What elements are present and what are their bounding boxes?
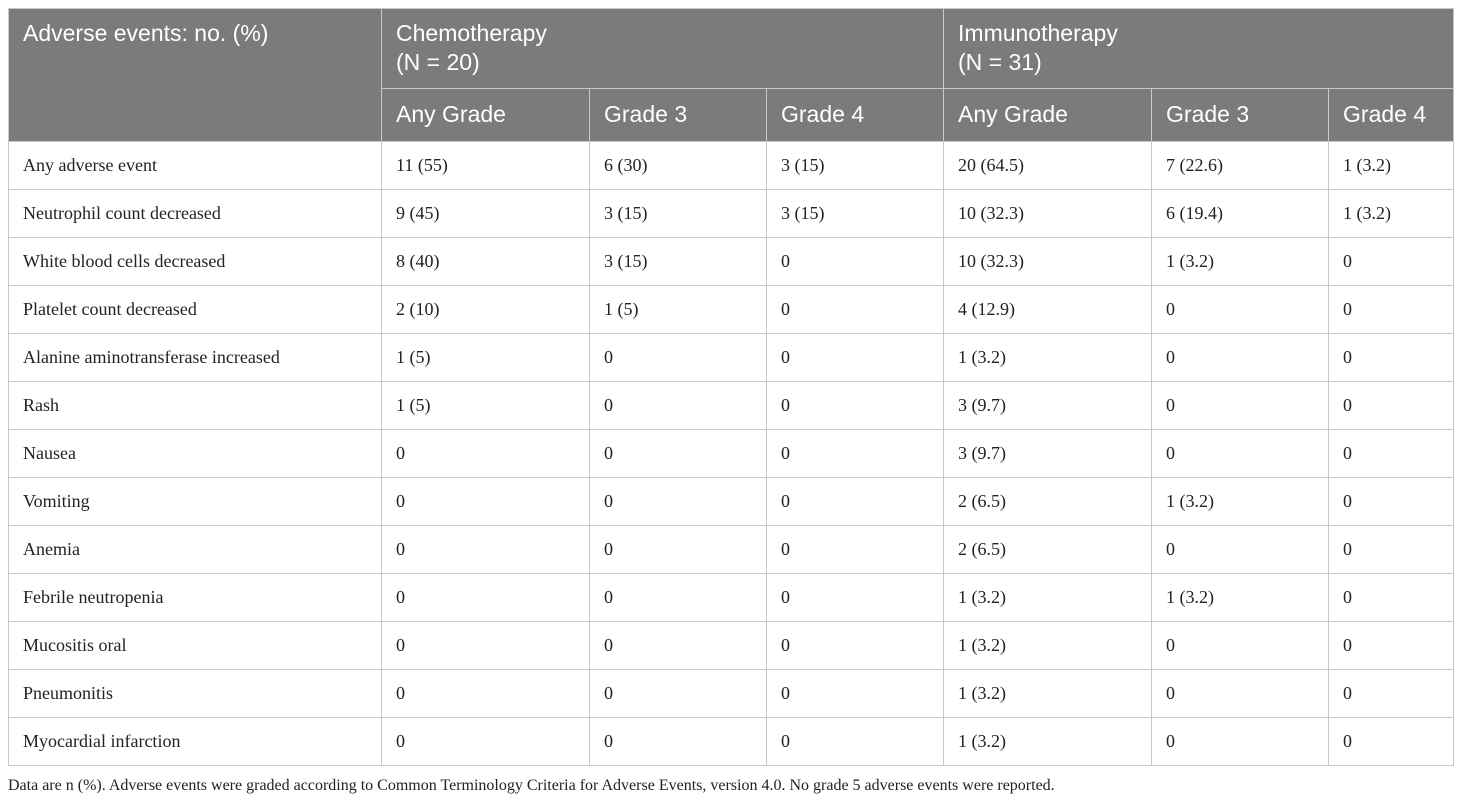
header-group-n: (N = 31) — [958, 49, 1042, 75]
table-cell: 1 (3.2) — [944, 574, 1152, 622]
table-cell: 0 — [1329, 286, 1454, 334]
row-label-cell: Vomiting — [9, 478, 382, 526]
table-cell: 0 — [767, 622, 944, 670]
row-label-cell: Alanine aminotransferase increased — [9, 334, 382, 382]
table-cell: 0 — [382, 670, 590, 718]
table-cell: 1 (3.2) — [1329, 190, 1454, 238]
table-cell: 0 — [1152, 622, 1329, 670]
table-cell: 20 (64.5) — [944, 142, 1152, 190]
table-row — [9, 286, 1454, 334]
table-cell: 0 — [590, 430, 767, 478]
table-cell: 0 — [590, 382, 767, 430]
table-cell: 1 (3.2) — [944, 334, 1152, 382]
header-subcol: Any Grade — [944, 89, 1152, 142]
table-cell: 0 — [1152, 334, 1329, 382]
table-cell: 0 — [1152, 286, 1329, 334]
table-cell: 0 — [767, 478, 944, 526]
table-cell: 6 (19.4) — [1152, 190, 1329, 238]
table-cell: 0 — [382, 718, 590, 766]
table-cell: 0 — [382, 430, 590, 478]
table-cell: 0 — [590, 718, 767, 766]
row-label-cell: Anemia — [9, 526, 382, 574]
table-cell: 0 — [1152, 718, 1329, 766]
table-row — [9, 238, 1454, 286]
table-row — [9, 334, 1454, 382]
table-cell: 10 (32.3) — [944, 190, 1152, 238]
table-cell: 4 (12.9) — [944, 286, 1152, 334]
table-cell: 0 — [590, 622, 767, 670]
table-cell: 1 (3.2) — [944, 622, 1152, 670]
table-cell: 0 — [767, 238, 944, 286]
table-cell: 0 — [767, 718, 944, 766]
table-cell: 0 — [767, 334, 944, 382]
table-cell: 3 (9.7) — [944, 430, 1152, 478]
table-row — [9, 526, 1454, 574]
table-cell: 0 — [382, 478, 590, 526]
header-row-groups — [9, 9, 1454, 89]
header-subcol: Grade 3 — [1152, 89, 1329, 142]
table-cell: 3 (15) — [767, 142, 944, 190]
table-cell: 0 — [767, 526, 944, 574]
header-group-name: Chemotherapy — [396, 20, 547, 46]
table-cell: 0 — [590, 478, 767, 526]
header-subcol: Grade 4 — [767, 89, 944, 142]
table-cell: 0 — [767, 430, 944, 478]
table-cell: 10 (32.3) — [944, 238, 1152, 286]
header-subcol: Grade 3 — [590, 89, 767, 142]
table-row — [9, 622, 1454, 670]
table-cell: 6 (30) — [590, 142, 767, 190]
table-cell: 1 (3.2) — [1152, 238, 1329, 286]
table-row — [9, 670, 1454, 718]
header-adverse-events: Adverse events: no. (%) — [9, 9, 382, 142]
header-subcol: Grade 4 — [1329, 89, 1454, 142]
row-label-cell: Myocardial infarction — [9, 718, 382, 766]
table-cell: 1 (5) — [590, 286, 767, 334]
header-group-chemotherapy — [382, 9, 944, 89]
table-cell: 0 — [767, 670, 944, 718]
table-cell: 9 (45) — [382, 190, 590, 238]
table-body — [9, 142, 1454, 766]
table-cell: 0 — [1329, 478, 1454, 526]
table-cell: 0 — [1329, 670, 1454, 718]
row-label-cell: Febrile neutropenia — [9, 574, 382, 622]
table-cell: 0 — [1152, 382, 1329, 430]
table-cell: 0 — [1329, 238, 1454, 286]
row-label-cell: Mucositis oral — [9, 622, 382, 670]
table-cell: 0 — [1152, 526, 1329, 574]
table-footnote: Data are n (%). Adverse events were graded according to Common Terminology Criteria for Adverse Events, version 4.0. No grade 5 adverse events were reported. — [8, 777, 1055, 794]
table-cell: 1 (5) — [382, 334, 590, 382]
table-row — [9, 142, 1454, 190]
table-cell: 3 (15) — [767, 190, 944, 238]
table-cell: 0 — [767, 382, 944, 430]
table-cell: 3 (15) — [590, 238, 767, 286]
adverse-events-table — [8, 8, 1454, 766]
table-cell: 1 (3.2) — [1329, 142, 1454, 190]
table-cell: 1 (3.2) — [944, 670, 1152, 718]
header-group-n: (N = 20) — [396, 49, 480, 75]
table-cell: 0 — [1329, 382, 1454, 430]
table-cell: 1 (5) — [382, 382, 590, 430]
table-cell: 0 — [382, 526, 590, 574]
table-row — [9, 430, 1454, 478]
table-cell: 0 — [1152, 670, 1329, 718]
table-cell: 0 — [767, 286, 944, 334]
table-row — [9, 478, 1454, 526]
row-label-cell: Platelet count decreased — [9, 286, 382, 334]
row-label-cell: Nausea — [9, 430, 382, 478]
adverse-events-table-container — [8, 8, 1453, 766]
table-cell: 0 — [590, 670, 767, 718]
table-cell: 7 (22.6) — [1152, 142, 1329, 190]
table-cell: 0 — [1152, 430, 1329, 478]
table-cell: 0 — [1329, 334, 1454, 382]
row-label-cell: Neutrophil count decreased — [9, 190, 382, 238]
table-cell: 1 (3.2) — [1152, 574, 1329, 622]
table-cell: 0 — [1329, 622, 1454, 670]
table-cell: 3 (15) — [590, 190, 767, 238]
row-label-cell: White blood cells decreased — [9, 238, 382, 286]
table-row — [9, 574, 1454, 622]
table-cell: 0 — [590, 334, 767, 382]
table-cell: 1 (3.2) — [944, 718, 1152, 766]
row-label-cell: Rash — [9, 382, 382, 430]
table-cell: 0 — [1329, 718, 1454, 766]
table-cell: 0 — [382, 574, 590, 622]
table-cell: 0 — [767, 574, 944, 622]
row-label-cell: Pneumonitis — [9, 670, 382, 718]
table-cell: 0 — [1329, 574, 1454, 622]
table-row — [9, 190, 1454, 238]
table-row — [9, 718, 1454, 766]
table-cell: 0 — [590, 574, 767, 622]
table-cell: 2 (6.5) — [944, 478, 1152, 526]
table-cell: 0 — [590, 526, 767, 574]
table-cell: 0 — [1329, 430, 1454, 478]
table-cell: 2 (10) — [382, 286, 590, 334]
header-group-immunotherapy — [944, 9, 1454, 89]
table-cell: 1 (3.2) — [1152, 478, 1329, 526]
header-subcol: Any Grade — [382, 89, 590, 142]
table-row — [9, 382, 1454, 430]
table-cell: 0 — [1329, 526, 1454, 574]
table-cell: 2 (6.5) — [944, 526, 1152, 574]
row-label-cell: Any adverse event — [9, 142, 382, 190]
table-cell: 3 (9.7) — [944, 382, 1152, 430]
table-cell: 11 (55) — [382, 142, 590, 190]
table-cell: 0 — [382, 622, 590, 670]
table-cell: 8 (40) — [382, 238, 590, 286]
header-group-name: Immunotherapy — [958, 20, 1118, 46]
